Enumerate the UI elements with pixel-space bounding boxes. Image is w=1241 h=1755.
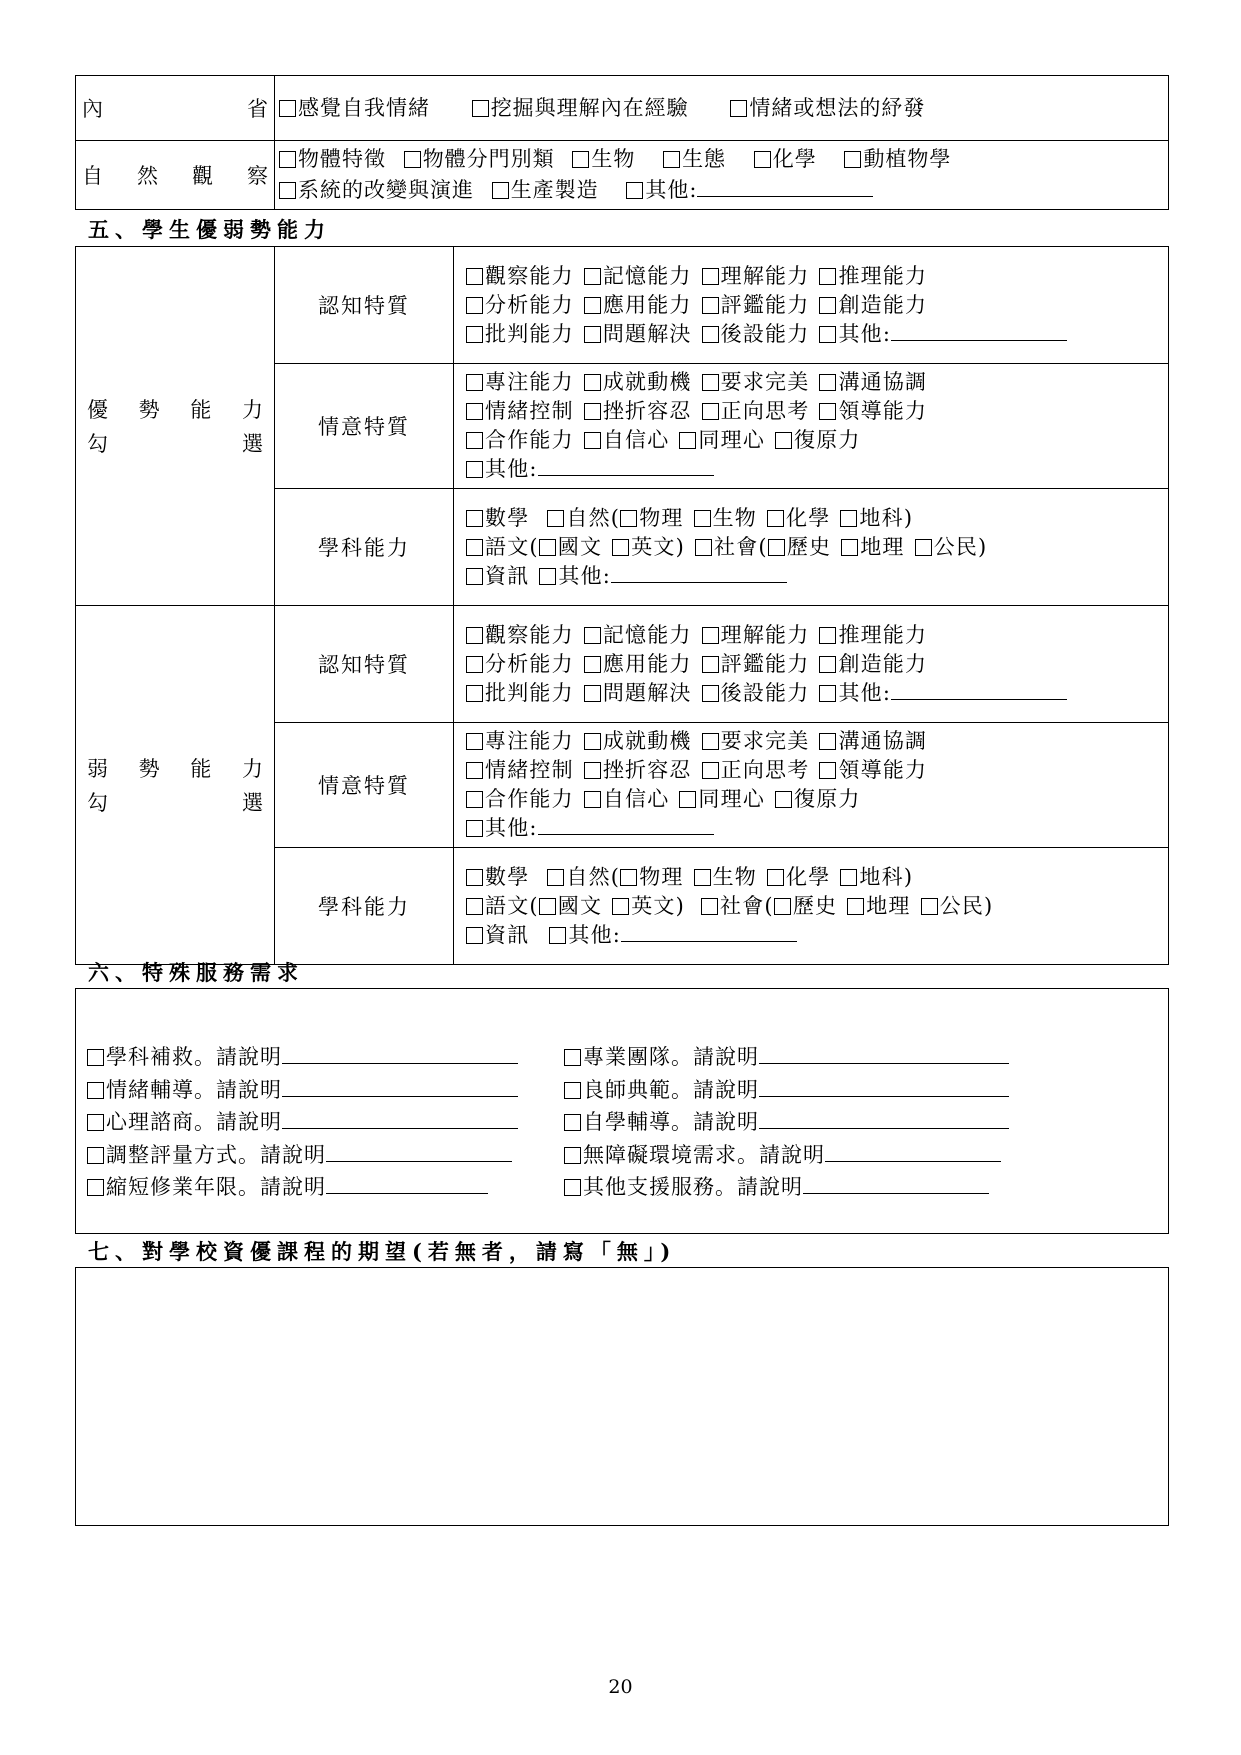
checkbox[interactable] bbox=[702, 297, 719, 314]
checkbox[interactable] bbox=[584, 627, 601, 644]
option[interactable]: 歷史 bbox=[768, 535, 831, 559]
checkbox[interactable] bbox=[539, 568, 556, 585]
checkbox[interactable] bbox=[612, 539, 629, 556]
strength-affective-label: 情意特質 bbox=[275, 364, 454, 489]
section5-title: 五、學生優弱勢能力 bbox=[88, 217, 331, 242]
checkbox[interactable] bbox=[819, 268, 836, 285]
checkbox[interactable] bbox=[564, 1147, 581, 1164]
checkbox[interactable] bbox=[584, 268, 601, 285]
checkbox[interactable] bbox=[679, 432, 696, 449]
option[interactable]: 歷史 bbox=[774, 894, 837, 918]
option[interactable]: 觀察能力 bbox=[466, 264, 574, 288]
option[interactable]: 專注能力 bbox=[466, 729, 574, 753]
checkbox[interactable] bbox=[466, 403, 483, 420]
checkbox[interactable] bbox=[87, 1114, 104, 1131]
option[interactable]: 合作能力 bbox=[466, 787, 574, 811]
service-item[interactable]: 無障礙環境需求。請說明 bbox=[564, 1139, 1009, 1172]
option[interactable]: 問題解決 bbox=[584, 681, 692, 705]
option[interactable]: 觀察能力 bbox=[466, 623, 574, 647]
checkbox[interactable] bbox=[466, 374, 483, 391]
option[interactable]: 分析能力 bbox=[466, 652, 574, 676]
checkbox[interactable] bbox=[584, 403, 601, 420]
checkbox[interactable] bbox=[774, 898, 791, 915]
checkbox[interactable] bbox=[466, 685, 483, 702]
checkbox[interactable] bbox=[564, 1114, 581, 1131]
checkbox[interactable] bbox=[768, 539, 785, 556]
option[interactable]: 資訊 bbox=[466, 923, 529, 947]
checkbox[interactable] bbox=[584, 432, 601, 449]
checkbox[interactable] bbox=[87, 1147, 104, 1164]
checkbox[interactable] bbox=[847, 898, 864, 915]
option-other[interactable]: 其他: bbox=[466, 457, 714, 481]
option[interactable]: 成就動機 bbox=[584, 729, 692, 753]
checkbox[interactable] bbox=[702, 656, 719, 673]
checkbox[interactable] bbox=[549, 927, 566, 944]
other-blank[interactable] bbox=[891, 322, 1067, 341]
option-other[interactable]: 其他: bbox=[466, 816, 714, 840]
section6-title: 六、特殊服務需求 bbox=[88, 960, 304, 985]
checkbox[interactable] bbox=[472, 100, 489, 117]
explain-blank[interactable] bbox=[282, 1110, 518, 1129]
intelligence-table bbox=[75, 75, 1169, 210]
checkbox[interactable] bbox=[775, 791, 792, 808]
section7-title: 七、對學校資優課程的期望(若無者，請寫「無」) bbox=[88, 1239, 677, 1264]
option-other[interactable]: 其他: bbox=[819, 681, 1067, 705]
option[interactable]: 情緒控制 bbox=[466, 758, 574, 782]
checkbox[interactable] bbox=[819, 374, 836, 391]
option-other[interactable]: 其他: bbox=[626, 178, 873, 202]
option[interactable]: 挫折容忍 bbox=[584, 399, 692, 423]
checkbox[interactable] bbox=[754, 151, 771, 168]
option[interactable]: 溝通協調 bbox=[819, 729, 927, 753]
checkbox[interactable] bbox=[466, 297, 483, 314]
checkbox[interactable] bbox=[694, 869, 711, 886]
option[interactable]: 自然( bbox=[547, 865, 620, 889]
checkbox[interactable] bbox=[584, 791, 601, 808]
checkbox[interactable] bbox=[819, 685, 836, 702]
checkbox[interactable] bbox=[702, 268, 719, 285]
checkbox[interactable] bbox=[466, 898, 483, 915]
weakness-affective-label: 情意特質 bbox=[275, 723, 454, 848]
option[interactable]: 自信心 bbox=[584, 428, 670, 452]
option[interactable]: 生產製造 bbox=[492, 178, 599, 202]
checkbox[interactable] bbox=[564, 1179, 581, 1196]
option[interactable]: 生物 bbox=[694, 506, 757, 530]
checkbox[interactable] bbox=[694, 510, 711, 527]
option[interactable]: 語文( bbox=[466, 535, 539, 559]
checkbox[interactable] bbox=[466, 762, 483, 779]
service-item[interactable]: 學科補救。請說明 bbox=[87, 1041, 518, 1074]
option[interactable]: 挫折容忍 bbox=[584, 758, 692, 782]
checkbox[interactable] bbox=[466, 326, 483, 343]
option[interactable]: 推理能力 bbox=[819, 264, 927, 288]
option[interactable]: 地科 bbox=[840, 506, 903, 530]
option[interactable]: 復原力 bbox=[775, 787, 861, 811]
explain-blank[interactable] bbox=[759, 1045, 1009, 1064]
explain-blank[interactable] bbox=[759, 1078, 1009, 1097]
option[interactable]: 公民 bbox=[921, 894, 984, 918]
checkbox[interactable] bbox=[702, 733, 719, 750]
option[interactable]: 情緒或想法的紓發 bbox=[730, 96, 925, 120]
option[interactable]: 生態 bbox=[663, 147, 726, 171]
option[interactable]: 記憶能力 bbox=[584, 623, 692, 647]
option[interactable]: 社會( bbox=[701, 894, 774, 918]
special-services-box bbox=[75, 988, 1169, 1234]
option[interactable]: 系統的改變與演進 bbox=[279, 178, 474, 202]
intrapersonal-row bbox=[76, 76, 1169, 141]
expectation-text-area[interactable] bbox=[75, 1267, 1169, 1526]
checkbox[interactable] bbox=[466, 268, 483, 285]
service-item[interactable]: 專業團隊。請說明 bbox=[564, 1041, 1009, 1074]
explain-blank[interactable] bbox=[803, 1175, 989, 1194]
option[interactable]: 領導能力 bbox=[819, 399, 927, 423]
weakness-cognitive-label: 認知特質 bbox=[275, 606, 454, 723]
checkbox[interactable] bbox=[466, 733, 483, 750]
checkbox[interactable] bbox=[404, 151, 421, 168]
option[interactable]: 英文 bbox=[612, 894, 675, 918]
checkbox[interactable] bbox=[466, 656, 483, 673]
option[interactable]: 成就動機 bbox=[584, 370, 692, 394]
checkbox[interactable] bbox=[840, 510, 857, 527]
checkbox[interactable] bbox=[626, 182, 643, 199]
strength-cognitive-options bbox=[454, 247, 1169, 364]
option[interactable]: 公民 bbox=[915, 535, 978, 559]
checkbox[interactable] bbox=[702, 374, 719, 391]
checkbox[interactable] bbox=[564, 1049, 581, 1066]
naturalist-options bbox=[275, 141, 1169, 210]
weakness-affective-options bbox=[454, 723, 1169, 848]
option[interactable]: 評鑑能力 bbox=[702, 652, 810, 676]
checkbox[interactable] bbox=[539, 898, 556, 915]
service-item[interactable]: 縮短修業年限。請說明 bbox=[87, 1171, 518, 1204]
checkbox[interactable] bbox=[819, 326, 836, 343]
checkbox[interactable] bbox=[584, 326, 601, 343]
checkbox[interactable] bbox=[87, 1082, 104, 1099]
checkbox[interactable] bbox=[466, 791, 483, 808]
service-item[interactable]: 心理諮商。請說明 bbox=[87, 1106, 518, 1139]
other-blank[interactable] bbox=[621, 923, 797, 942]
service-item[interactable]: 自學輔導。請說明 bbox=[564, 1106, 1009, 1139]
explain-blank[interactable] bbox=[825, 1143, 1001, 1162]
option[interactable]: 數學 bbox=[466, 865, 529, 889]
option[interactable]: 創造能力 bbox=[819, 293, 927, 317]
service-item[interactable]: 其他支援服務。請說明 bbox=[564, 1171, 1009, 1204]
option[interactable]: 物體特徵 bbox=[279, 147, 386, 171]
checkbox[interactable] bbox=[466, 432, 483, 449]
option[interactable]: 社會( bbox=[695, 535, 768, 559]
option[interactable]: 溝通協調 bbox=[819, 370, 927, 394]
weakness-cognitive-options bbox=[454, 606, 1169, 723]
service-item[interactable]: 調整評量方式。請說明 bbox=[87, 1139, 518, 1172]
checkbox[interactable] bbox=[702, 627, 719, 644]
option[interactable]: 批判能力 bbox=[466, 681, 574, 705]
checkbox[interactable] bbox=[841, 539, 858, 556]
explain-blank[interactable] bbox=[282, 1045, 518, 1064]
checkbox[interactable] bbox=[466, 461, 483, 478]
option[interactable]: 問題解決 bbox=[584, 322, 692, 346]
option[interactable]: 物理 bbox=[620, 506, 683, 530]
checkbox[interactable] bbox=[492, 182, 509, 199]
checkbox[interactable] bbox=[663, 151, 680, 168]
checkbox[interactable] bbox=[279, 182, 296, 199]
services-left-column bbox=[87, 1041, 518, 1204]
checkbox[interactable] bbox=[819, 733, 836, 750]
checkbox[interactable] bbox=[775, 432, 792, 449]
option[interactable]: 語文( bbox=[466, 894, 539, 918]
option[interactable]: 理解能力 bbox=[702, 264, 810, 288]
service-item[interactable]: 情緒輔導。請說明 bbox=[87, 1074, 518, 1107]
option[interactable]: 感覺自我情緒 bbox=[279, 96, 430, 120]
checkbox[interactable] bbox=[466, 539, 483, 556]
option[interactable]: 記憶能力 bbox=[584, 264, 692, 288]
checkbox[interactable] bbox=[584, 297, 601, 314]
checkbox[interactable] bbox=[767, 510, 784, 527]
weakness-group-label: 弱 勢 能 力 勾 選 bbox=[76, 606, 275, 965]
other-blank[interactable] bbox=[538, 816, 714, 835]
explain-blank[interactable] bbox=[326, 1143, 512, 1162]
checkbox[interactable] bbox=[612, 898, 629, 915]
option-other[interactable]: 其他: bbox=[539, 564, 787, 588]
checkbox[interactable] bbox=[279, 100, 296, 117]
explain-blank[interactable] bbox=[326, 1175, 488, 1194]
checkbox[interactable] bbox=[840, 869, 857, 886]
option[interactable]: 合作能力 bbox=[466, 428, 574, 452]
option[interactable]: 要求完美 bbox=[702, 370, 810, 394]
checkbox[interactable] bbox=[767, 869, 784, 886]
checkbox[interactable] bbox=[572, 151, 589, 168]
checkbox[interactable] bbox=[844, 151, 861, 168]
naturalist-label: 自 然 觀 察 bbox=[76, 141, 275, 210]
strength-affective-options bbox=[454, 364, 1169, 489]
checkbox[interactable] bbox=[466, 820, 483, 837]
option[interactable]: 後設能力 bbox=[702, 681, 810, 705]
option[interactable]: 地科 bbox=[840, 865, 903, 889]
strength-cognitive-label: 認知特質 bbox=[275, 247, 454, 364]
option[interactable]: 評鑑能力 bbox=[702, 293, 810, 317]
checkbox[interactable] bbox=[466, 510, 483, 527]
checkbox[interactable] bbox=[921, 898, 938, 915]
other-blank[interactable] bbox=[697, 178, 873, 197]
option[interactable]: 自然( bbox=[547, 506, 620, 530]
ability-table bbox=[75, 246, 1169, 965]
option[interactable]: 批判能力 bbox=[466, 322, 574, 346]
naturalist-row bbox=[76, 141, 1169, 210]
option[interactable]: 國文 bbox=[539, 535, 602, 559]
checkbox[interactable] bbox=[466, 627, 483, 644]
option[interactable]: 化學 bbox=[767, 506, 830, 530]
checkbox[interactable] bbox=[466, 568, 483, 585]
other-blank[interactable] bbox=[891, 681, 1067, 700]
checkbox[interactable] bbox=[466, 869, 483, 886]
option[interactable]: 動植物學 bbox=[844, 147, 951, 171]
checkbox[interactable] bbox=[584, 685, 601, 702]
checkbox[interactable] bbox=[702, 326, 719, 343]
option[interactable]: 情緒控制 bbox=[466, 399, 574, 423]
checkbox[interactable] bbox=[547, 510, 564, 527]
option[interactable]: 英文 bbox=[612, 535, 675, 559]
checkbox[interactable] bbox=[702, 762, 719, 779]
checkbox[interactable] bbox=[819, 656, 836, 673]
option[interactable]: 正向思考 bbox=[702, 758, 810, 782]
checkbox[interactable] bbox=[584, 733, 601, 750]
option[interactable]: 化學 bbox=[754, 147, 817, 171]
checkbox[interactable] bbox=[819, 403, 836, 420]
checkbox[interactable] bbox=[679, 791, 696, 808]
option[interactable]: 正向思考 bbox=[702, 399, 810, 423]
strength-group-label: 優 勢 能 力 勾 選 bbox=[76, 247, 275, 606]
option[interactable]: 物體分門別類 bbox=[404, 147, 555, 171]
option[interactable]: 生物 bbox=[572, 147, 635, 171]
checkbox[interactable] bbox=[466, 927, 483, 944]
option[interactable]: 國文 bbox=[539, 894, 602, 918]
checkbox[interactable] bbox=[584, 656, 601, 673]
intrapersonal-label: 內 省 bbox=[76, 76, 275, 141]
checkbox[interactable] bbox=[819, 762, 836, 779]
checkbox[interactable] bbox=[539, 539, 556, 556]
option[interactable]: 後設能力 bbox=[702, 322, 810, 346]
option[interactable]: 應用能力 bbox=[584, 293, 692, 317]
option[interactable]: 領導能力 bbox=[819, 758, 927, 782]
option[interactable]: 專注能力 bbox=[466, 370, 574, 394]
option[interactable]: 自信心 bbox=[584, 787, 670, 811]
page-number: 20 bbox=[608, 1676, 633, 1698]
checkbox[interactable] bbox=[701, 898, 718, 915]
option[interactable]: 同理心 bbox=[679, 787, 765, 811]
weakness-academic-label: 學科能力 bbox=[275, 848, 454, 965]
checkbox[interactable] bbox=[819, 627, 836, 644]
option[interactable]: 化學 bbox=[767, 865, 830, 889]
checkbox[interactable] bbox=[819, 297, 836, 314]
checkbox[interactable] bbox=[702, 403, 719, 420]
option[interactable]: 生物 bbox=[694, 865, 757, 889]
option[interactable]: 資訊 bbox=[466, 564, 529, 588]
checkbox[interactable] bbox=[564, 1082, 581, 1099]
checkbox[interactable] bbox=[620, 869, 637, 886]
explain-blank[interactable] bbox=[282, 1078, 518, 1097]
option[interactable]: 理解能力 bbox=[702, 623, 810, 647]
option[interactable]: 要求完美 bbox=[702, 729, 810, 753]
checkbox[interactable] bbox=[702, 685, 719, 702]
option[interactable]: 創造能力 bbox=[819, 652, 927, 676]
option[interactable]: 推理能力 bbox=[819, 623, 927, 647]
option[interactable]: 地理 bbox=[841, 535, 904, 559]
option-other[interactable]: 其他: bbox=[549, 923, 797, 947]
option[interactable]: 分析能力 bbox=[466, 293, 574, 317]
strength-academic-options: 數學 自然( 物理 生物 化學 地科) 語文( 國文 英文) 社會( 歷史 地理 公民) 資訊 其他: bbox=[454, 489, 1169, 606]
option[interactable]: 應用能力 bbox=[584, 652, 692, 676]
weakness-academic-options: 數學 自然( 物理 生物 化學 地科) 語文( 國文 英文) 社會( 歷史 地理 公民) 資訊 其他: bbox=[454, 848, 1169, 965]
other-blank[interactable] bbox=[538, 457, 714, 476]
other-blank[interactable] bbox=[611, 564, 787, 583]
option[interactable]: 物理 bbox=[620, 865, 683, 889]
intrapersonal-options bbox=[275, 76, 1169, 141]
option[interactable]: 同理心 bbox=[679, 428, 765, 452]
option[interactable]: 挖掘與理解內在經驗 bbox=[472, 96, 689, 120]
option[interactable]: 復原力 bbox=[775, 428, 861, 452]
checkbox[interactable] bbox=[547, 869, 564, 886]
option-other[interactable]: 其他: bbox=[819, 322, 1067, 346]
service-item[interactable]: 良師典範。請說明 bbox=[564, 1074, 1009, 1107]
weakness-cognitive-row bbox=[76, 606, 1169, 723]
option[interactable]: 數學 bbox=[466, 506, 529, 530]
services-right-column bbox=[564, 1041, 1009, 1204]
checkbox[interactable] bbox=[87, 1049, 104, 1066]
checkbox[interactable] bbox=[584, 374, 601, 391]
option[interactable]: 地理 bbox=[847, 894, 910, 918]
checkbox[interactable] bbox=[279, 151, 296, 168]
checkbox[interactable] bbox=[584, 762, 601, 779]
explain-blank[interactable] bbox=[759, 1110, 1009, 1129]
checkbox[interactable] bbox=[730, 100, 747, 117]
checkbox[interactable] bbox=[620, 510, 637, 527]
strength-academic-label: 學科能力 bbox=[275, 489, 454, 606]
checkbox[interactable] bbox=[87, 1179, 104, 1196]
strength-cognitive-row bbox=[76, 247, 1169, 364]
checkbox[interactable] bbox=[915, 539, 932, 556]
checkbox[interactable] bbox=[695, 539, 712, 556]
